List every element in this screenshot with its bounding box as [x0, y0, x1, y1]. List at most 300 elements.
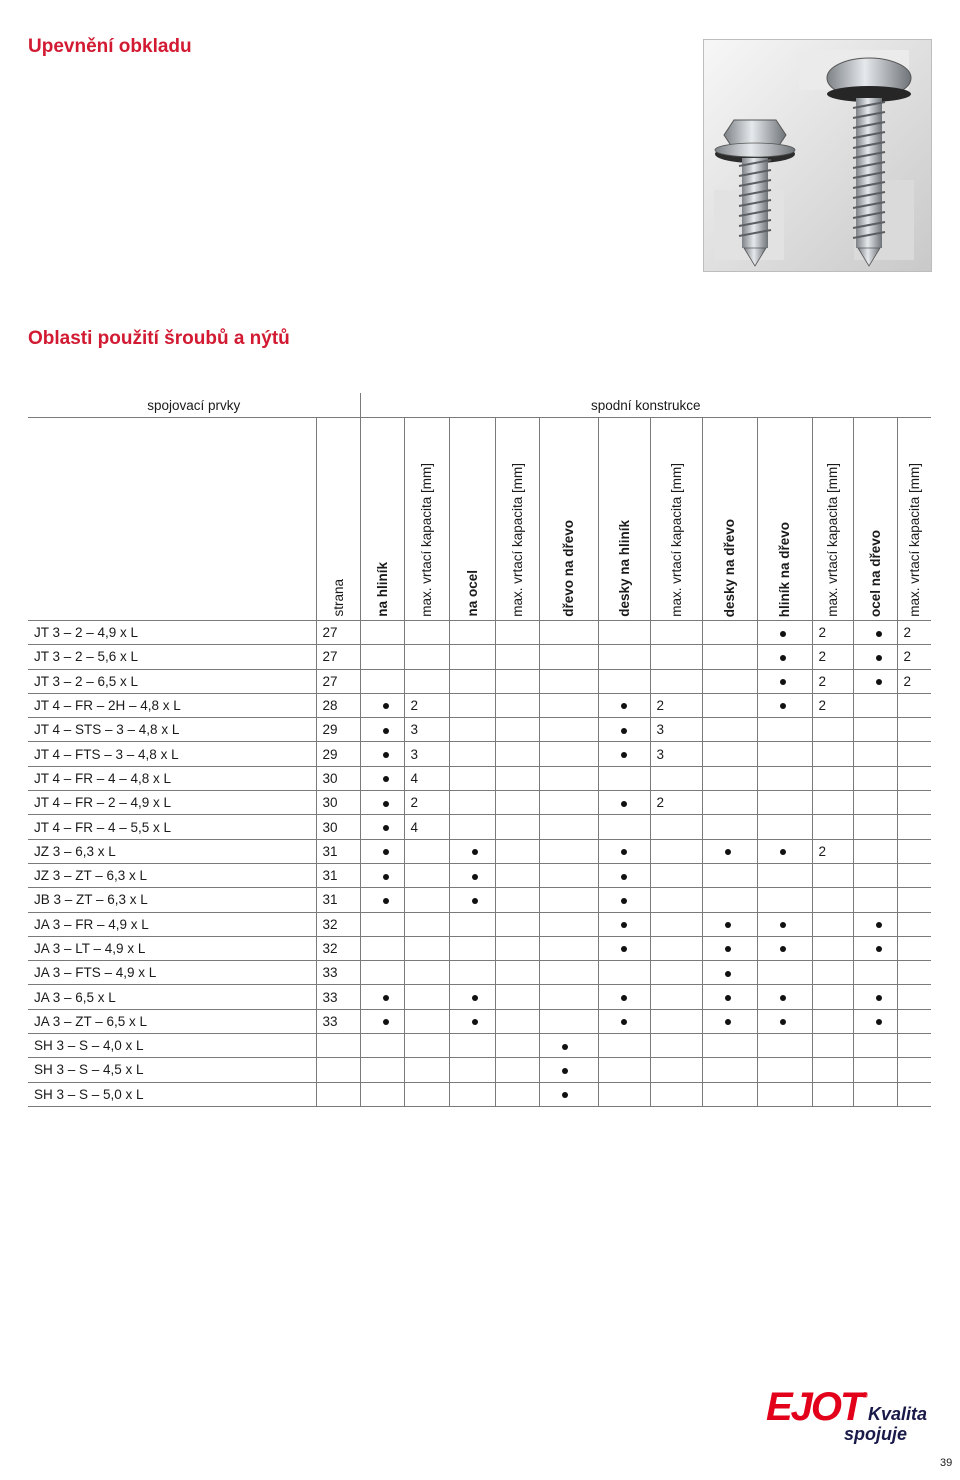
drill-capacity: 2: [812, 693, 853, 717]
bullet-icon: [876, 946, 882, 952]
empty-cell: [812, 1082, 853, 1106]
suitability-mark: [360, 839, 404, 863]
suitability-mark: [598, 839, 650, 863]
fastener-name: JT 3 – 2 – 5,6 x L: [28, 645, 316, 669]
empty-cell: [404, 1034, 449, 1058]
empty-cell: [702, 815, 757, 839]
table-row: [28, 936, 931, 960]
page-reference: 30: [316, 815, 360, 839]
empty-cell: [897, 961, 931, 985]
empty-cell: [449, 621, 495, 645]
bullet-icon: [876, 679, 882, 685]
empty-cell: [449, 1034, 495, 1058]
page-reference: 32: [316, 936, 360, 960]
bullet-icon: [621, 801, 627, 807]
bullet-icon: [383, 995, 389, 1001]
table-row: [28, 693, 931, 717]
suitability-mark: [360, 718, 404, 742]
drill-capacity: 2: [650, 791, 702, 815]
empty-cell: [360, 1058, 404, 1082]
page-number: 39: [940, 1457, 953, 1469]
empty-cell: [539, 863, 598, 887]
page-reference: 31: [316, 888, 360, 912]
bullet-icon: [562, 1092, 568, 1098]
bullet-icon: [383, 703, 389, 709]
suitability-mark: [449, 839, 495, 863]
empty-cell: [650, 985, 702, 1009]
suitability-mark: [598, 888, 650, 912]
page-reference: 32: [316, 912, 360, 936]
bullet-icon: [383, 874, 389, 880]
table-row: [28, 1034, 931, 1058]
empty-cell: [539, 669, 598, 693]
column-header-1: [316, 418, 360, 621]
empty-cell: [757, 961, 812, 985]
empty-cell: [812, 791, 853, 815]
bullet-icon: [621, 898, 627, 904]
empty-cell: [702, 1034, 757, 1058]
suitability-mark: [598, 718, 650, 742]
suitability-mark: [449, 985, 495, 1009]
table-row: [28, 888, 931, 912]
empty-cell: [360, 912, 404, 936]
table-row: [28, 961, 931, 985]
empty-cell: [598, 815, 650, 839]
table-row: [28, 669, 931, 693]
fastener-name: JZ 3 – 6,3 x L: [28, 839, 316, 863]
empty-cell: [853, 766, 897, 790]
bullet-icon: [780, 631, 786, 637]
empty-cell: [598, 669, 650, 693]
bullet-icon: [472, 1019, 478, 1025]
empty-cell: [812, 961, 853, 985]
empty-cell: [702, 645, 757, 669]
empty-cell: [702, 766, 757, 790]
empty-cell: [853, 718, 897, 742]
empty-cell: [897, 815, 931, 839]
empty-cell: [539, 839, 598, 863]
empty-cell: [757, 1058, 812, 1082]
column-header-label: max. vrtací kapacita [mm]: [825, 463, 841, 617]
empty-cell: [897, 839, 931, 863]
empty-cell: [897, 766, 931, 790]
suitability-mark: [598, 1009, 650, 1033]
empty-cell: [404, 961, 449, 985]
page-reference: [316, 1082, 360, 1106]
empty-cell: [812, 766, 853, 790]
empty-cell: [495, 791, 539, 815]
suitability-mark: [539, 1034, 598, 1058]
bullet-icon: [725, 946, 731, 952]
suitability-mark: [360, 742, 404, 766]
suitability-mark: [853, 985, 897, 1009]
empty-cell: [495, 742, 539, 766]
bullet-icon: [383, 1019, 389, 1025]
fastener-name: JT 3 – 2 – 4,9 x L: [28, 621, 316, 645]
empty-cell: [650, 1058, 702, 1082]
empty-cell: [539, 1009, 598, 1033]
suitability-mark: [539, 1082, 598, 1106]
column-header-6: [539, 418, 598, 621]
empty-cell: [404, 1082, 449, 1106]
empty-cell: [598, 961, 650, 985]
page-reference: [316, 1058, 360, 1082]
fastener-name: JT 4 – FR – 2H – 4,8 x L: [28, 693, 316, 717]
drill-capacity: 2: [897, 621, 931, 645]
empty-cell: [853, 1034, 897, 1058]
drill-capacity: 3: [404, 718, 449, 742]
empty-cell: [812, 815, 853, 839]
empty-cell: [702, 1058, 757, 1082]
empty-cell: [404, 863, 449, 887]
suitability-mark: [757, 693, 812, 717]
svg-text:spojuje: spojuje: [844, 1424, 908, 1444]
column-header-10: [757, 418, 812, 621]
fastener-name: JT 3 – 2 – 6,5 x L: [28, 669, 316, 693]
table-row: [28, 863, 931, 887]
empty-cell: [853, 839, 897, 863]
column-header-label: dřevo na dřevo: [561, 520, 577, 617]
bullet-icon: [383, 776, 389, 782]
empty-cell: [360, 1082, 404, 1106]
empty-cell: [757, 742, 812, 766]
svg-text:®: ®: [862, 1391, 868, 1400]
page-reference: 27: [316, 621, 360, 645]
drill-capacity: 4: [404, 766, 449, 790]
empty-cell: [449, 645, 495, 669]
empty-cell: [495, 839, 539, 863]
suitability-mark: [702, 1009, 757, 1033]
bullet-icon: [472, 898, 478, 904]
drill-capacity: 3: [650, 718, 702, 742]
empty-cell: [702, 742, 757, 766]
empty-cell: [897, 985, 931, 1009]
empty-cell: [702, 1082, 757, 1106]
empty-cell: [449, 742, 495, 766]
table-row: [28, 839, 931, 863]
bullet-icon: [876, 655, 882, 661]
empty-cell: [702, 888, 757, 912]
suitability-mark: [360, 693, 404, 717]
column-header-label: hliník na dřevo: [777, 521, 793, 617]
bullet-icon: [472, 874, 478, 880]
empty-cell: [495, 912, 539, 936]
empty-cell: [757, 766, 812, 790]
empty-cell: [360, 645, 404, 669]
fastener-name: JA 3 – ZT – 6,5 x L: [28, 1009, 316, 1033]
column-header-9: [702, 418, 757, 621]
empty-cell: [539, 961, 598, 985]
empty-cell: [404, 839, 449, 863]
suitability-mark: [757, 1009, 812, 1033]
bullet-icon: [780, 946, 786, 952]
fastener-name: JT 4 – FR – 4 – 4,8 x L: [28, 766, 316, 790]
page-reference: 33: [316, 961, 360, 985]
empty-cell: [449, 791, 495, 815]
bullet-icon: [621, 995, 627, 1001]
empty-cell: [539, 645, 598, 669]
bullet-icon: [562, 1068, 568, 1074]
suitability-mark: [360, 791, 404, 815]
empty-cell: [650, 1034, 702, 1058]
empty-cell: [404, 912, 449, 936]
empty-cell: [650, 839, 702, 863]
empty-cell: [404, 936, 449, 960]
suitability-mark: [853, 669, 897, 693]
column-header-label: max. vrtací kapacita [mm]: [668, 463, 684, 617]
empty-cell: [650, 863, 702, 887]
empty-cell: [853, 888, 897, 912]
page-title: Upevnění obkladu: [28, 36, 192, 57]
suitability-mark: [757, 621, 812, 645]
empty-cell: [650, 815, 702, 839]
suitability-mark: [757, 645, 812, 669]
empty-cell: [812, 718, 853, 742]
empty-cell: [495, 1058, 539, 1082]
suitability-mark: [598, 693, 650, 717]
bullet-icon: [562, 1044, 568, 1050]
empty-cell: [757, 863, 812, 887]
empty-cell: [449, 766, 495, 790]
suitability-mark: [757, 839, 812, 863]
page-reference: 33: [316, 1009, 360, 1033]
suitability-mark: [702, 839, 757, 863]
suitability-mark: [360, 888, 404, 912]
section-title: Oblasti použití šroubů a nýtů: [28, 328, 290, 349]
page-reference: [316, 1034, 360, 1058]
drill-capacity: 2: [897, 645, 931, 669]
empty-cell: [404, 645, 449, 669]
empty-cell: [812, 936, 853, 960]
empty-cell: [757, 1082, 812, 1106]
empty-cell: [495, 1009, 539, 1033]
empty-cell: [598, 645, 650, 669]
fastener-name: JA 3 – FR – 4,9 x L: [28, 912, 316, 936]
suitability-mark: [360, 766, 404, 790]
bullet-icon: [621, 849, 627, 855]
bullet-icon: [780, 655, 786, 661]
empty-cell: [812, 1034, 853, 1058]
bullet-icon: [780, 703, 786, 709]
bullet-icon: [725, 971, 731, 977]
page-reference: 29: [316, 742, 360, 766]
fastener-name: JT 4 – FTS – 3 – 4,8 x L: [28, 742, 316, 766]
bullet-icon: [876, 631, 882, 637]
empty-cell: [650, 912, 702, 936]
screws-photo: [703, 39, 932, 272]
column-header-5: [495, 418, 539, 621]
empty-cell: [702, 791, 757, 815]
column-header-label: na hliník: [374, 562, 390, 617]
table-row: [28, 815, 931, 839]
empty-cell: [539, 621, 598, 645]
suitability-mark: [853, 1009, 897, 1033]
drill-capacity: 2: [812, 621, 853, 645]
drill-capacity: 2: [812, 669, 853, 693]
table-row: [28, 645, 931, 669]
table-row: [28, 791, 931, 815]
empty-cell: [897, 791, 931, 815]
column-header-label: max. vrtací kapacita [mm]: [419, 463, 435, 617]
table-row: [28, 766, 931, 790]
drill-capacity: 2: [812, 645, 853, 669]
empty-cell: [812, 985, 853, 1009]
column-header-8: [650, 418, 702, 621]
empty-cell: [539, 985, 598, 1009]
empty-cell: [360, 1034, 404, 1058]
empty-cell: [598, 1034, 650, 1058]
empty-cell: [897, 888, 931, 912]
bullet-icon: [780, 995, 786, 1001]
suitability-mark: [360, 815, 404, 839]
bullet-icon: [621, 922, 627, 928]
bullet-icon: [876, 1019, 882, 1025]
table-row: [28, 1082, 931, 1106]
empty-cell: [495, 863, 539, 887]
empty-cell: [897, 863, 931, 887]
empty-cell: [650, 669, 702, 693]
empty-cell: [812, 863, 853, 887]
fastener-name: JA 3 – FTS – 4,9 x L: [28, 961, 316, 985]
bullet-icon: [472, 849, 478, 855]
bullet-icon: [876, 922, 882, 928]
suitability-mark: [757, 912, 812, 936]
empty-cell: [702, 863, 757, 887]
column-header-12: [853, 418, 897, 621]
table-row: [28, 718, 931, 742]
empty-cell: [495, 936, 539, 960]
table-row: [28, 1058, 931, 1082]
usage-table: [28, 393, 931, 1107]
page-reference: 27: [316, 645, 360, 669]
suitability-mark: [702, 961, 757, 985]
empty-cell: [539, 718, 598, 742]
empty-cell: [404, 621, 449, 645]
suitability-mark: [598, 936, 650, 960]
column-header-7: [598, 418, 650, 621]
empty-cell: [449, 936, 495, 960]
empty-cell: [495, 645, 539, 669]
empty-cell: [853, 863, 897, 887]
column-header-label: na ocel: [464, 570, 480, 617]
empty-cell: [757, 888, 812, 912]
empty-cell: [495, 669, 539, 693]
empty-cell: [702, 621, 757, 645]
empty-cell: [650, 1082, 702, 1106]
empty-cell: [539, 742, 598, 766]
column-header-label: max. vrtací kapacita [mm]: [906, 463, 922, 617]
empty-cell: [539, 936, 598, 960]
empty-cell: [812, 1009, 853, 1033]
fastener-name: JT 4 – STS – 3 – 4,8 x L: [28, 718, 316, 742]
empty-cell: [449, 912, 495, 936]
empty-cell: [598, 621, 650, 645]
empty-cell: [897, 1034, 931, 1058]
empty-cell: [360, 936, 404, 960]
suitability-mark: [853, 936, 897, 960]
suitability-mark: [360, 985, 404, 1009]
table-row: [28, 621, 931, 645]
page-reference: 29: [316, 718, 360, 742]
empty-cell: [897, 742, 931, 766]
page-reference: 27: [316, 669, 360, 693]
bullet-icon: [383, 752, 389, 758]
group-substructure: spodní konstrukce: [360, 393, 931, 418]
empty-cell: [360, 621, 404, 645]
empty-cell: [598, 1058, 650, 1082]
bullet-icon: [780, 679, 786, 685]
empty-cell: [650, 1009, 702, 1033]
empty-cell: [449, 961, 495, 985]
bullet-icon: [472, 995, 478, 1001]
ejot-logo: [766, 1384, 936, 1444]
empty-cell: [449, 718, 495, 742]
bullet-icon: [621, 946, 627, 952]
bullet-icon: [780, 922, 786, 928]
empty-cell: [853, 1082, 897, 1106]
fastener-name: JA 3 – 6,5 x L: [28, 985, 316, 1009]
bullet-icon: [383, 728, 389, 734]
bullet-icon: [621, 752, 627, 758]
empty-cell: [897, 936, 931, 960]
empty-cell: [702, 693, 757, 717]
drill-capacity: 2: [897, 669, 931, 693]
bullet-icon: [383, 825, 389, 831]
bullet-icon: [621, 1019, 627, 1025]
header-name-cell: [28, 418, 316, 621]
table-row: [28, 742, 931, 766]
suitability-mark: [757, 985, 812, 1009]
empty-cell: [853, 961, 897, 985]
empty-cell: [404, 669, 449, 693]
suitability-mark: [598, 985, 650, 1009]
bullet-icon: [621, 728, 627, 734]
empty-cell: [650, 766, 702, 790]
empty-cell: [360, 961, 404, 985]
column-header-4: [449, 418, 495, 621]
empty-cell: [539, 791, 598, 815]
empty-cell: [449, 1082, 495, 1106]
suitability-mark: [360, 1009, 404, 1033]
drill-capacity: 2: [650, 693, 702, 717]
fastener-name: JA 3 – LT – 4,9 x L: [28, 936, 316, 960]
empty-cell: [449, 815, 495, 839]
group-header-row: [28, 393, 931, 418]
empty-cell: [539, 766, 598, 790]
empty-cell: [495, 766, 539, 790]
empty-cell: [360, 669, 404, 693]
fastener-name: SH 3 – S – 4,5 x L: [28, 1058, 316, 1082]
empty-cell: [897, 693, 931, 717]
empty-cell: [853, 791, 897, 815]
empty-cell: [539, 693, 598, 717]
empty-cell: [449, 1058, 495, 1082]
table-row: [28, 985, 931, 1009]
column-header-label: ocel na dřevo: [867, 529, 883, 617]
drill-capacity: 3: [650, 742, 702, 766]
empty-cell: [897, 718, 931, 742]
empty-cell: [495, 888, 539, 912]
empty-cell: [539, 888, 598, 912]
bullet-icon: [780, 849, 786, 855]
suitability-mark: [702, 912, 757, 936]
empty-cell: [539, 815, 598, 839]
empty-cell: [757, 791, 812, 815]
empty-cell: [897, 1082, 931, 1106]
column-header-13: [897, 418, 931, 621]
bullet-icon: [383, 801, 389, 807]
column-header-3: [404, 418, 449, 621]
